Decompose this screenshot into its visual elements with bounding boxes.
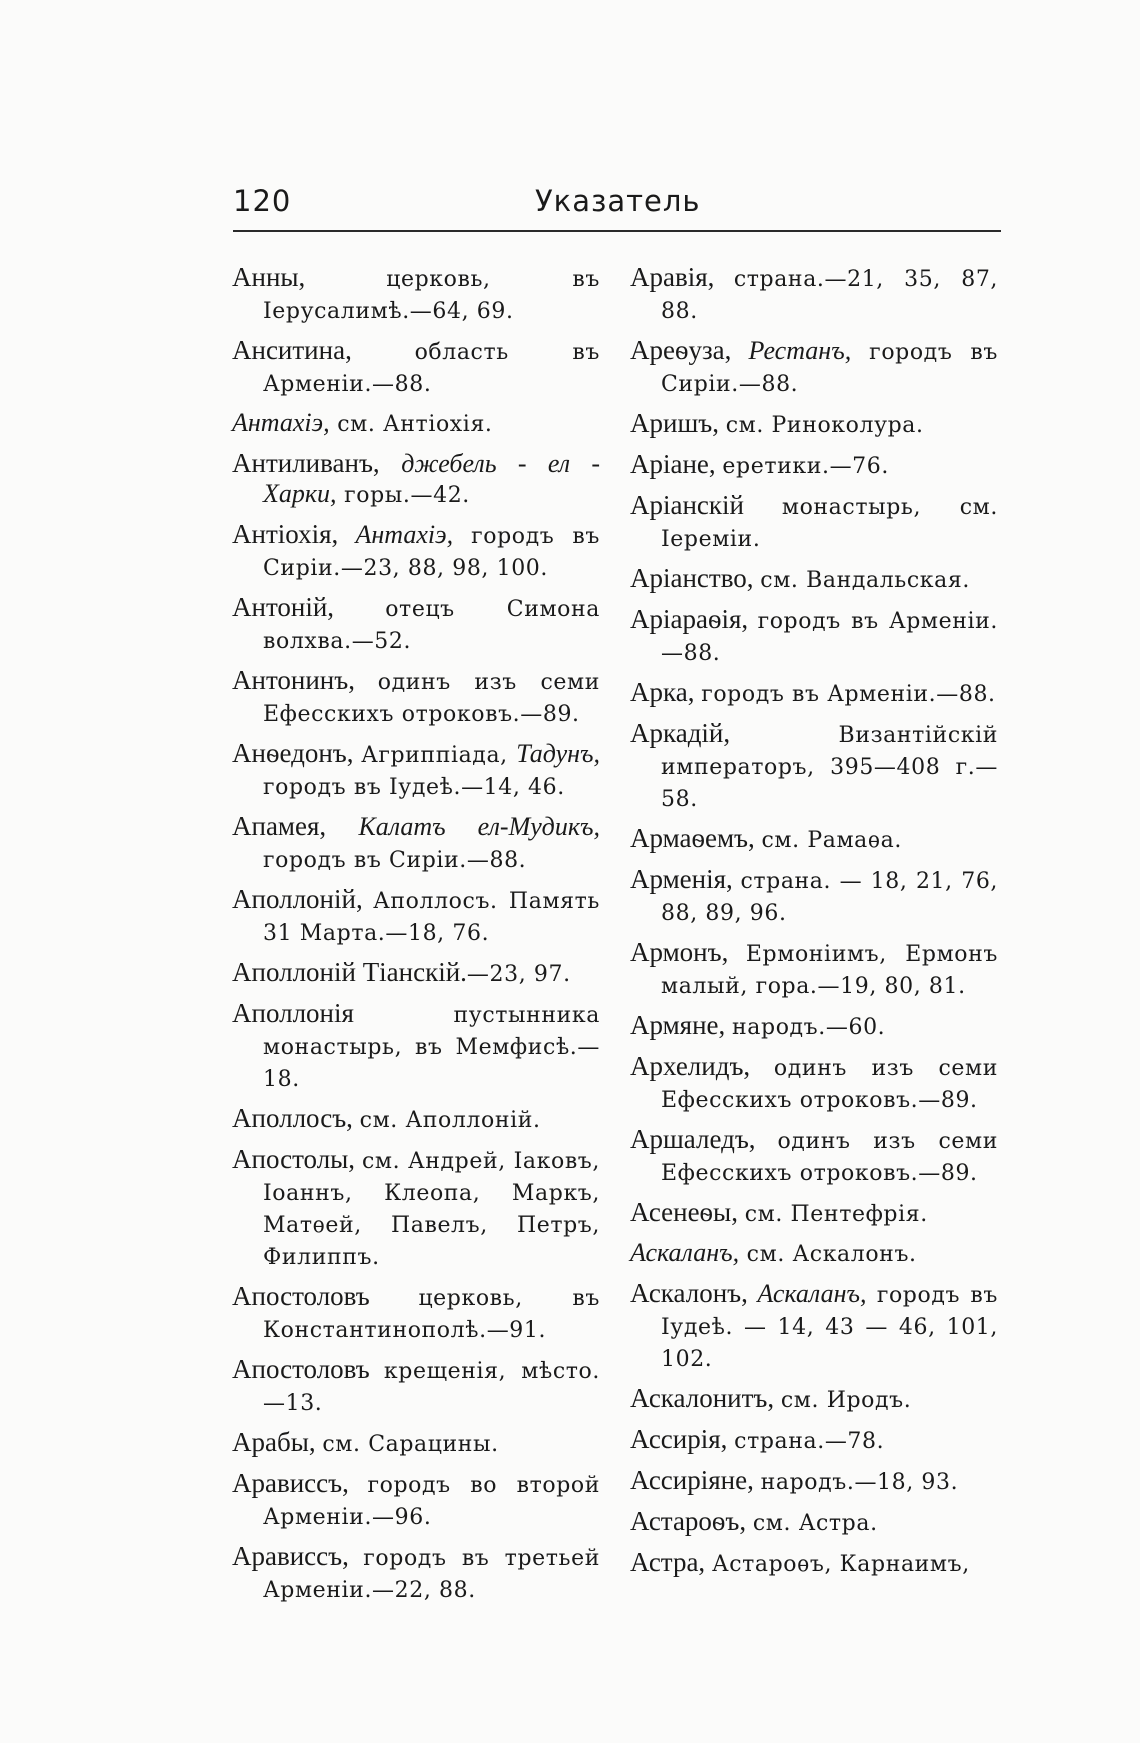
entry-headword: Аршаледъ, — [630, 1124, 778, 1154]
header-rule — [233, 230, 1001, 232]
index-entry — [630, 1506, 998, 1539]
entry-headword: Апостоловъ — [232, 1281, 419, 1311]
entry-text: страна.—21, 35, 87, 88. — [661, 267, 999, 324]
index-entry — [232, 1144, 600, 1273]
index-entry — [630, 262, 998, 327]
entry-text: городъ во второй Арменіи.—96. — [263, 1473, 601, 1530]
entry-headword: Аришъ, — [630, 408, 726, 438]
index-entry — [630, 1124, 998, 1189]
entry-headword: Апостоловъ — [232, 1354, 384, 1384]
entry-headword: Архелидъ, — [630, 1051, 774, 1081]
entry-text: одинъ изъ семи Ефесскихъ отроковъ.—89. — [661, 1056, 998, 1113]
index-entry — [232, 1541, 600, 1606]
entry-text: область въ Арменіи.—88. — [263, 340, 600, 397]
index-entry — [232, 665, 600, 730]
entry-headword: Анѳедонъ, — [232, 738, 362, 768]
entry-text: см. Рамаѳа. — [761, 828, 902, 853]
entry-text: см. Иродъ. — [780, 1388, 912, 1413]
entry-variant-name: Рестанъ, — [748, 336, 852, 365]
entry-headword: Армаѳемъ, — [630, 823, 762, 853]
entry-variant-name: Аскаланъ, — [630, 1238, 740, 1267]
entry-text: еретики.—76. — [722, 454, 889, 479]
index-entry — [232, 1354, 600, 1419]
entry-text: церковь, въ Іерусалимѣ.—64, 69. — [263, 267, 600, 324]
entry-variant-name: Антахіэ, — [355, 520, 454, 549]
entry-headword: Антіохія, — [232, 519, 356, 549]
entry-text: городъ въ Іудеѣ. — 14, 43 — 46, 101, 102. — [661, 1283, 999, 1372]
index-entry — [232, 811, 600, 876]
entry-text: городъ въ Арменіи.—88. — [701, 682, 996, 707]
entry-headword: Аріане, — [630, 449, 723, 479]
index-entry — [630, 1278, 998, 1375]
entry-text: Астароѳъ, Карнаимъ, — [711, 1552, 970, 1577]
entry-headword: Анны, — [232, 262, 387, 292]
index-entry — [232, 738, 600, 803]
entry-headword: Асенеѳы, — [630, 1197, 745, 1227]
entry-text: см. Астра. — [752, 1511, 878, 1536]
index-entry — [630, 1465, 998, 1498]
entry-text: народъ.—60. — [732, 1015, 886, 1040]
entry-headword: Ареѳуза, — [630, 335, 749, 365]
index-entry — [630, 490, 998, 555]
entry-headword: Аскалонъ, — [630, 1278, 758, 1308]
entry-headword: Арменія, — [630, 864, 741, 894]
entry-text: церковь, въ Константинополѣ.—91. — [263, 1286, 600, 1343]
index-entry — [232, 1427, 600, 1460]
entry-headword: Арависсъ, — [232, 1468, 368, 1498]
index-entry — [232, 592, 600, 657]
entry-headword: Аполлоній Тіанскій. — [232, 957, 467, 987]
entry-headword: Антонинъ, — [232, 665, 378, 695]
entry-text: горы.—42. — [336, 483, 470, 508]
entry-variant-name: Тадунъ, — [516, 739, 600, 768]
index-entry — [630, 718, 998, 815]
entry-headword: Антоній, — [232, 592, 386, 622]
index-entry — [232, 1468, 600, 1533]
entry-text: городъ въ Сиріи.—88. — [661, 340, 998, 397]
index-entry — [630, 449, 998, 482]
index-entry — [630, 1010, 998, 1043]
index-entry — [630, 864, 998, 929]
entry-text: см. Риноколура. — [725, 413, 924, 438]
entry-headword: Арка, — [630, 677, 702, 707]
entry-text: отецъ Симона волхва.—52. — [263, 597, 601, 654]
running-title: Указатель — [535, 184, 701, 218]
index-column-right — [630, 262, 998, 1588]
index-entry — [630, 1424, 998, 1457]
entry-text: крещенія, мѣсто.—13. — [263, 1359, 600, 1416]
entry-headword: Апостолы, — [232, 1144, 362, 1174]
index-entry — [232, 519, 600, 584]
entry-text: см. Аскалонъ. — [739, 1242, 917, 1267]
entry-text: см. Сарацины. — [322, 1432, 499, 1457]
index-entry — [232, 884, 600, 949]
entry-variant-name: джебель - ел - Харки, — [263, 449, 601, 508]
entry-headword: Аравія, — [630, 262, 734, 292]
entry-headword: Аполлосъ, — [232, 1103, 360, 1133]
index-entry — [630, 823, 998, 856]
index-entry — [232, 262, 600, 327]
index-entry — [630, 408, 998, 441]
entry-headword: Антиливанъ, — [232, 448, 402, 478]
index-entry — [232, 408, 600, 440]
entry-text: городъ въ Арменіи.—88. — [661, 609, 998, 666]
entry-text: —23, 97. — [466, 962, 571, 987]
index-entry — [630, 937, 998, 1002]
index-entry — [630, 1051, 998, 1116]
entry-text: страна. — 18, 21, 76, 88, 89, 96. — [661, 869, 999, 926]
entry-variant-name: Антахіэ, — [232, 408, 330, 437]
page-number: 120 — [233, 184, 292, 218]
entry-text: см. Андрей, Іаковъ, Іоаннъ, Клеопа, Маркъ, Матѳей, Павелъ, Петръ, Филиппъ. — [263, 1149, 600, 1270]
entry-text: народъ.—18, 93. — [760, 1470, 959, 1495]
entry-headword: Анситина, — [232, 335, 415, 365]
index-entry — [630, 677, 998, 710]
entry-headword: Аркадій, — [630, 718, 839, 748]
entry-text: см. Аполлоній. — [359, 1108, 541, 1133]
entry-text: страна.—78. — [734, 1429, 885, 1454]
index-entry — [232, 1281, 600, 1346]
entry-text: пустынника монастырь, въ Мемфисѣ.—18. — [263, 1003, 600, 1092]
entry-headword: Ассиріяне, — [630, 1465, 761, 1495]
entry-variant-name: Калатъ ел-Мудикъ, — [358, 812, 600, 841]
entry-text: Аполлосъ. Память 31 Марта.—18, 76. — [263, 889, 600, 946]
entry-text: Ермоніимъ, Ермонъ малый, гора.—19, 80, 81. — [661, 942, 998, 999]
entry-headword: Аполлонія — [232, 998, 454, 1028]
index-entry — [630, 1547, 998, 1580]
index-entry — [630, 1238, 998, 1270]
index-entry — [232, 335, 600, 400]
entry-headword: Арабы, — [232, 1427, 323, 1457]
index-column-left — [232, 262, 600, 1614]
entry-headword: Астароѳъ, — [630, 1506, 753, 1536]
entry-headword: Аріанскій — [630, 490, 782, 520]
entry-text: городъ въ третьей Арменіи.—22, 88. — [263, 1546, 600, 1603]
index-entry — [630, 563, 998, 596]
entry-headword: Аріанство, — [630, 563, 761, 593]
entry-headword: Армяне, — [630, 1010, 733, 1040]
index-entry — [630, 335, 998, 400]
entry-text: см. Антіохія. — [329, 412, 493, 437]
page-header — [233, 178, 1001, 228]
entry-text: монастырь, см. Іереміи. — [661, 495, 998, 552]
index-entry — [232, 1103, 600, 1136]
index-entry — [630, 1383, 998, 1416]
entry-variant-name: Аскаланъ, — [757, 1279, 867, 1308]
index-entry — [232, 957, 600, 990]
entry-text: Агриппіада, — [361, 743, 517, 768]
entry-text: городъ въ Сиріи.—23, 88, 98, 100. — [263, 524, 601, 581]
index-entry — [232, 448, 600, 511]
entry-headword: Аполлоній, — [232, 884, 374, 914]
entry-text: городъ въ Сиріи.—88. — [263, 848, 527, 873]
entry-headword: Апамея, — [232, 811, 359, 841]
entry-text: см. Пентефрія. — [744, 1202, 928, 1227]
entry-text: см. Вандальская. — [760, 568, 970, 593]
index-entry — [232, 998, 600, 1095]
entry-text: городъ въ Іудеѣ.—14, 46. — [263, 775, 565, 800]
entry-headword: Аскалонитъ, — [630, 1383, 781, 1413]
entry-headword: Астра, — [630, 1547, 712, 1577]
entry-text: одинъ изъ семи Ефесскихъ отроковъ.—89. — [263, 670, 601, 727]
index-entry — [630, 1197, 998, 1230]
entry-headword: Армонъ, — [630, 937, 746, 967]
entry-headword: Ассирія, — [630, 1424, 735, 1454]
entry-text: одинъ изъ семи Ефесскихъ отроковъ.—89. — [661, 1129, 998, 1186]
entry-headword: Арависсъ, — [232, 1541, 364, 1571]
index-entry — [630, 604, 998, 669]
entry-headword: Аріараѳія, — [630, 604, 758, 634]
entry-text: Византійскій императоръ, 395—408 г.—58. — [661, 723, 998, 812]
